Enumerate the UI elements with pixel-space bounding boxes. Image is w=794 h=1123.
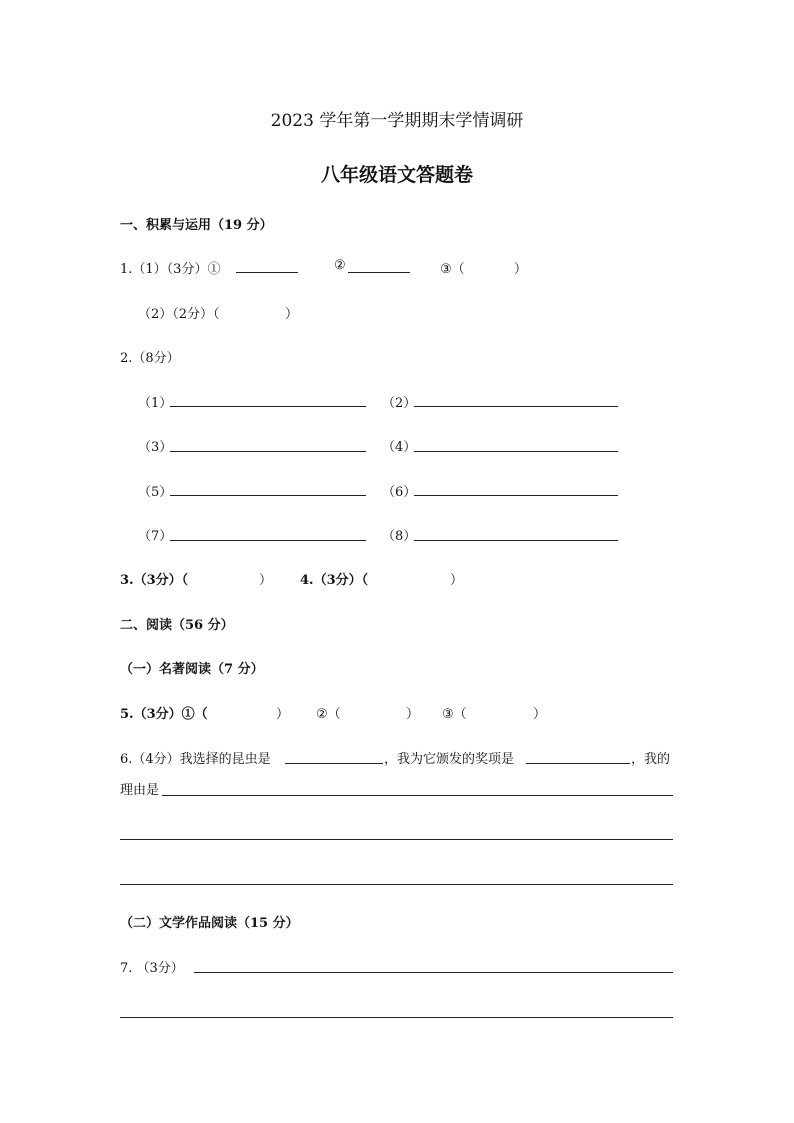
q6-blank-award[interactable] xyxy=(526,762,630,764)
q2-item-4-label: （4） xyxy=(382,440,417,455)
q2-item-1-blank[interactable] xyxy=(170,405,366,407)
subsection-1-heading: （一）名著阅读（7 分） xyxy=(120,662,264,677)
q5-mark-3: ③（ xyxy=(442,707,467,722)
q5-close-2: ） xyxy=(406,707,420,722)
q7-answer-line-1[interactable] xyxy=(194,971,673,973)
q7-label: 7. （3分） xyxy=(120,961,184,976)
q5-close-1: ） xyxy=(276,707,290,722)
q2-item-1-label: （1） xyxy=(138,396,173,411)
q5-close-3: ） xyxy=(533,707,547,722)
q5-label: 5.（3分）①（ xyxy=(120,707,208,722)
q3-close: ） xyxy=(259,573,273,588)
q1-blank-1[interactable] xyxy=(236,271,298,273)
q2-item-3-blank[interactable] xyxy=(170,450,366,452)
q3-label: 3.（3分）（ xyxy=(120,573,189,588)
q2-item-7-blank[interactable] xyxy=(170,539,366,541)
q2-item-8-label: （8） xyxy=(382,529,417,544)
subsection-2-heading: （二）文学作品阅读（15 分） xyxy=(120,916,299,931)
q6-suffix: ，我的 xyxy=(631,752,671,767)
q2-item-4-blank[interactable] xyxy=(414,450,618,452)
q1-mark-2: ② xyxy=(334,258,346,273)
q2-item-2-blank[interactable] xyxy=(414,405,618,407)
q6-blank-insect[interactable] xyxy=(285,762,383,764)
q1-blank-2[interactable] xyxy=(348,271,410,273)
q2-item-6-blank[interactable] xyxy=(414,494,618,496)
q2-item-6-label: （6） xyxy=(382,485,417,500)
q6-reason-label: 理由是 xyxy=(120,783,160,798)
q2-item-7-label: （7） xyxy=(138,529,173,544)
q4-close: ） xyxy=(450,573,464,588)
q1-mark-3: ③（ xyxy=(440,262,465,277)
section-1-heading: 一、积累与运用（19 分） xyxy=(120,218,273,233)
q6-prefix: 6.（4分）我选择的昆虫是 xyxy=(120,752,271,767)
q2-item-8-blank[interactable] xyxy=(414,539,618,541)
q6-reason-line-3[interactable] xyxy=(120,883,673,885)
q2-label: 2.（8分） xyxy=(120,351,180,366)
q1-part2-close: ） xyxy=(285,307,299,322)
q5-mark-2: ②（ xyxy=(316,707,341,722)
q4-label: 4.（3分）（ xyxy=(300,573,369,588)
q6-reason-line-2[interactable] xyxy=(120,838,673,840)
q2-item-2-label: （2） xyxy=(382,396,417,411)
exam-title: 2023 学年第一学期期末学情调研 xyxy=(270,111,524,131)
q2-item-3-label: （3） xyxy=(138,440,173,455)
q6-reason-line-1[interactable] xyxy=(162,794,673,796)
q7-answer-line-2[interactable] xyxy=(120,1016,673,1018)
q6-middle: ，我为它颁发的奖项是 xyxy=(384,752,515,767)
q1-close-3: ） xyxy=(514,262,528,277)
q1-part1-label: 1.（1）（3分）① xyxy=(120,262,221,277)
q2-item-5-label: （5） xyxy=(138,485,173,500)
exam-subtitle: 八年级语文答题卷 xyxy=(320,164,473,186)
section-2-heading: 二、阅读（56 分） xyxy=(120,618,234,633)
q1-part2-label: （2）（2分）（ xyxy=(138,307,220,322)
q2-item-5-blank[interactable] xyxy=(170,494,366,496)
